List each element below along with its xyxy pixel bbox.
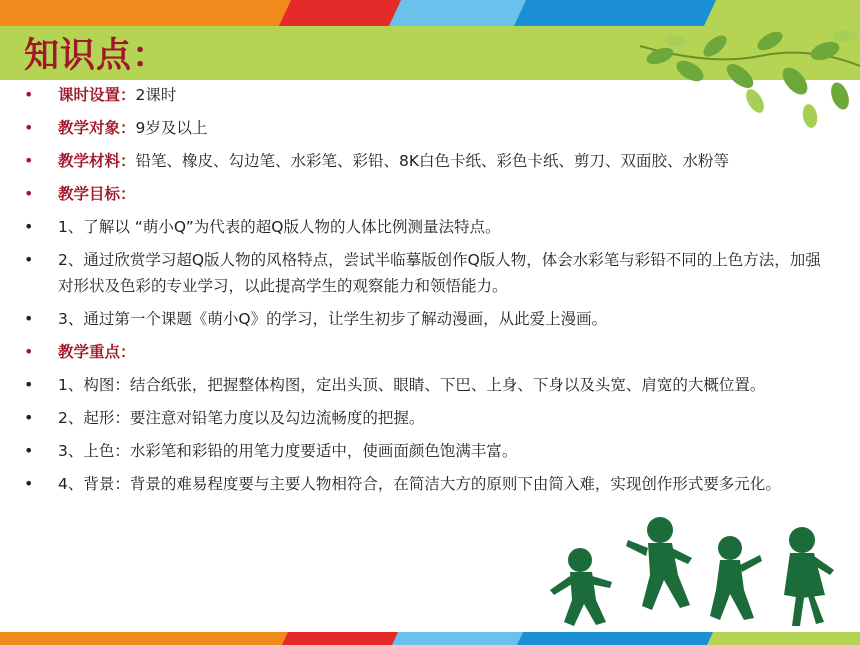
bullet-icon: • — [24, 250, 34, 269]
bullet-icon: • — [24, 309, 34, 328]
list-item: • 教学目标： — [24, 181, 824, 207]
content-list — [24, 82, 824, 504]
band-orange — [0, 632, 300, 645]
list-item: • 教学重点： — [24, 339, 824, 365]
list-item: • 1、构图：结合纸张，把握整体构图，定出头顶、眼睛、下巴、上身、下身以及头宽、肩宽的大概位置。 — [24, 372, 824, 398]
bullet-icon: • — [24, 217, 34, 236]
list-item: • 教学对象：9岁及以上 — [24, 115, 824, 141]
list-item: • 教学材料：铅笔、橡皮、勾边笔、水彩笔、彩铅、8K白色卡纸、彩色卡纸、剪刀、双面胶、水粉等 — [24, 148, 824, 174]
bottom-color-band — [0, 632, 860, 645]
list-item: • 课时设置：2课时 — [24, 82, 824, 108]
band-sky — [389, 0, 536, 26]
bullet-icon: • — [24, 118, 34, 137]
list-item: • 2、起形：要注意对铅笔力度以及勾边流畅度的把握。 — [24, 405, 824, 431]
bullet-icon: • — [24, 151, 34, 170]
bullet-icon: • — [24, 375, 34, 394]
band-orange — [0, 0, 300, 26]
page-title: 知识点： — [24, 35, 169, 76]
kids-silhouette-decoration — [540, 510, 840, 630]
bullet-icon: • — [24, 342, 34, 361]
bullet-icon: • — [24, 85, 34, 104]
band-blue — [514, 0, 726, 26]
bullet-icon: • — [24, 441, 34, 460]
band-green — [707, 632, 860, 645]
top-color-band — [0, 0, 860, 26]
band-red — [282, 632, 408, 645]
list-item: • 2、通过欣赏学习超Q版人物的风格特点，尝试半临摹版创作Q版人物，体会水彩笔与彩铅不同的上色方法，加强对形状及色彩的专业学习，以此提高学生的观察能力和领悟能力。 — [24, 247, 824, 299]
band-green — [704, 0, 860, 26]
band-blue — [517, 632, 723, 645]
bullet-icon: • — [24, 184, 34, 203]
band-sky — [392, 632, 533, 645]
bullet-icon: • — [24, 408, 34, 427]
list-item: • 1、了解以 “萌小Q”为代表的超Q版人物的人体比例测量法特点。 — [24, 214, 824, 240]
list-item: • 4、背景：背景的难易程度要与主要人物相符合，在简洁大方的原则下由简入难，实现创作形式要多元化。 — [24, 471, 824, 497]
list-item: • 3、通过第一个课题《萌小Q》的学习，让学生初步了解动漫画，从此爱上漫画。 — [24, 306, 824, 332]
list-item: • 3、上色：水彩笔和彩铅的用笔力度要适中，使画面颜色饱满丰富。 — [24, 438, 824, 464]
bullet-icon: • — [24, 474, 34, 493]
